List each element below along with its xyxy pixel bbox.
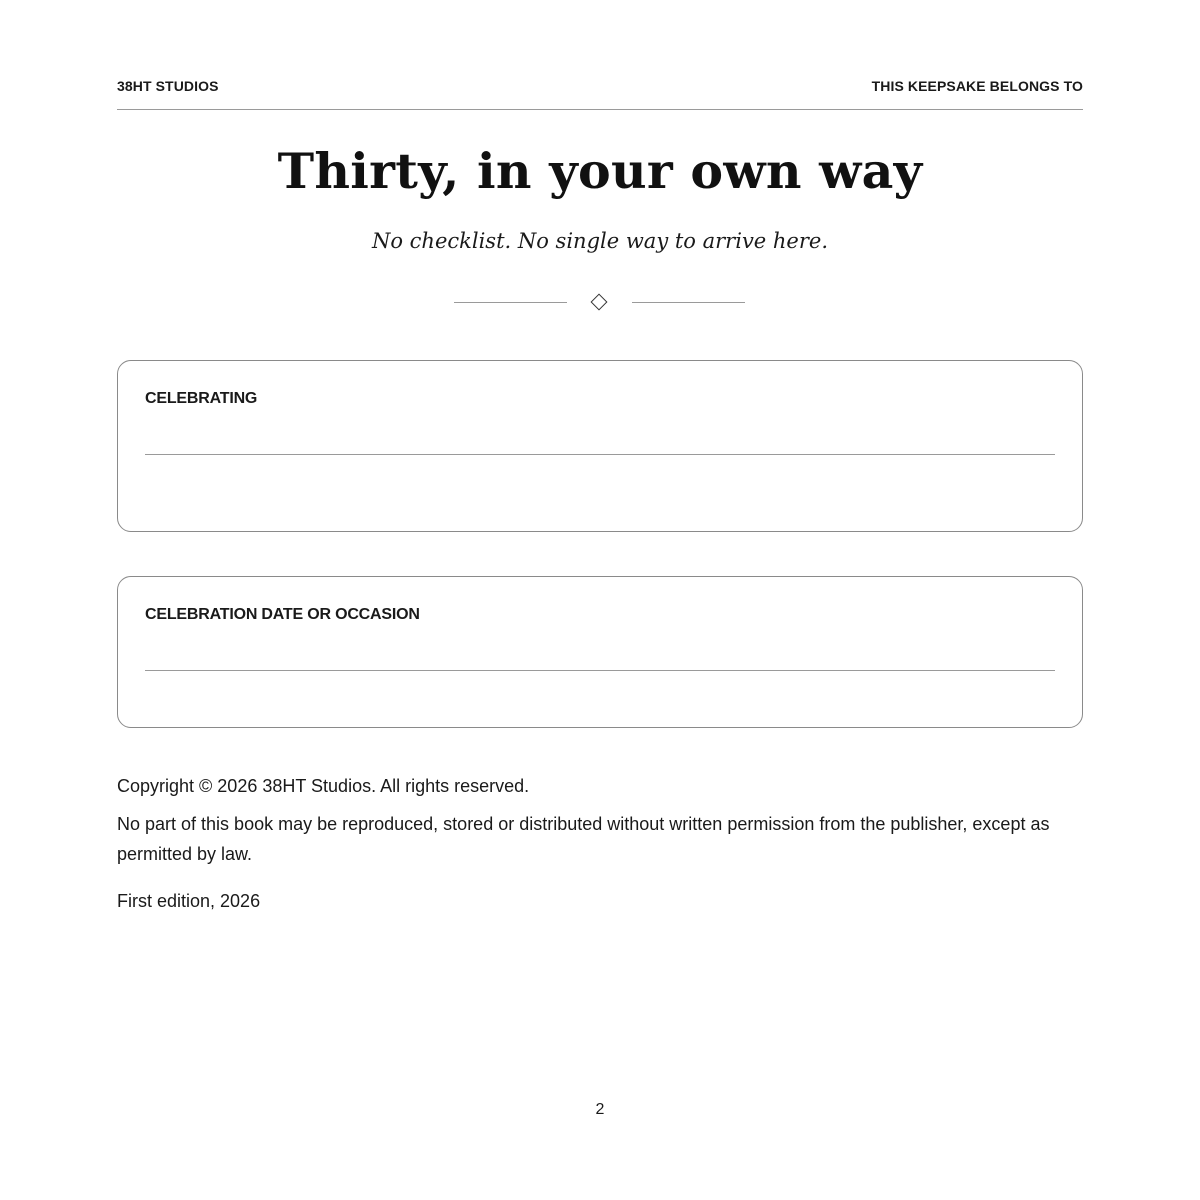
diamond-icon [591, 294, 608, 311]
edition-text: First edition, 2026 [117, 891, 261, 911]
edition-notice [117, 886, 1083, 916]
page-header [117, 78, 1083, 110]
rights-text: No part of this book may be reproduced, stored or distributed without written permission from the publisher, except as permitted by law. [117, 814, 1050, 864]
keepsake-owner-label: THIS KEEPSAKE BELONGS TO [871, 78, 1083, 94]
page-subtitle: No checklist. No single way to arrive here. [371, 229, 829, 253]
celebration-date-write-line[interactable] [145, 670, 1055, 671]
page-title: Thirty, in your own way [277, 142, 923, 200]
celebrating-write-line[interactable] [145, 454, 1055, 455]
celebration-date-field[interactable] [117, 576, 1083, 728]
celebration-date-label: CELEBRATION DATE OR OCCASION [145, 606, 420, 623]
copyright-text: Copyright © 2026 38HT Studios. All rights reserved. [117, 776, 530, 796]
divider-right-line [632, 302, 745, 303]
copyright-notice [117, 771, 1083, 801]
celebrating-label: CELEBRATING [145, 390, 258, 407]
page-number: 2 [595, 1101, 605, 1118]
rights-notice [117, 809, 1083, 869]
celebrating-field[interactable] [117, 360, 1083, 532]
divider-left-line [454, 302, 567, 303]
publisher-name: 38HT STUDIOS [117, 78, 219, 94]
